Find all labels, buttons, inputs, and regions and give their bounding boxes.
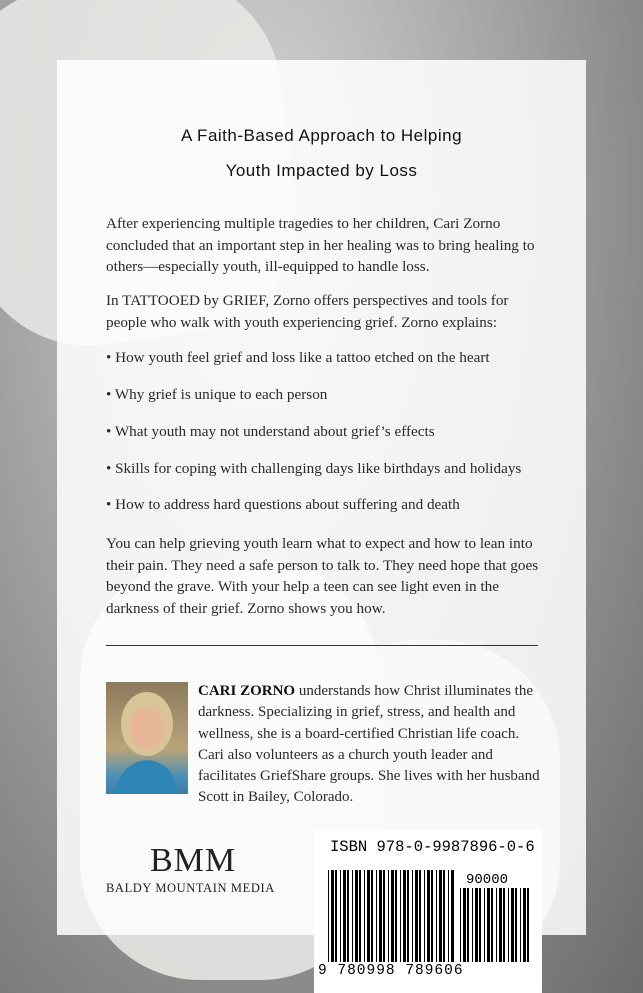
ean-barcode xyxy=(328,870,456,962)
divider xyxy=(106,645,538,646)
barcode-bar xyxy=(364,870,365,962)
barcode-bar xyxy=(331,870,334,962)
barcode-bar xyxy=(419,870,421,962)
barcode-bar xyxy=(328,870,329,962)
barcode-bar xyxy=(436,870,437,962)
barcode-bar xyxy=(376,870,377,962)
author-bio xyxy=(198,681,543,809)
barcode-bar xyxy=(508,888,509,962)
price-addon-number: 90000 xyxy=(466,872,509,888)
barcode-bar xyxy=(511,888,514,962)
barcode-bar xyxy=(443,870,445,962)
barcode-bar xyxy=(379,870,382,962)
barcode-bar xyxy=(484,888,485,962)
barcode-bar xyxy=(355,870,358,962)
barcode-bar xyxy=(451,870,454,962)
barcode-bar xyxy=(367,870,370,962)
barcode-bar xyxy=(403,870,406,962)
barcode-bar xyxy=(496,888,497,962)
barcode-bar xyxy=(467,888,469,962)
barcode-bar xyxy=(388,870,389,962)
barcode-bar xyxy=(343,870,346,962)
barcode-bar xyxy=(499,888,502,962)
barcode-bar xyxy=(472,888,473,962)
barcode-bar xyxy=(352,870,353,962)
author-bio-text: understands how Christ illuminates the darkness. Specializing in grief, stress, and health and wellness, she is a board-certified Christian life coach. Cari also volunteers as a church youth leader and facilitates GriefShare groups. She lives with her husband Scott in Bailey, Colorado. xyxy=(198,683,540,806)
barcode-bar xyxy=(340,870,341,962)
barcode-bar xyxy=(460,888,461,962)
barcode-bar xyxy=(391,870,394,962)
publisher-logo: BMM xyxy=(150,842,237,879)
barcode-bar xyxy=(515,888,517,962)
bullet-item: • What youth may not understand about grief’s effects xyxy=(106,423,435,440)
barcode-bar xyxy=(431,870,433,962)
isbn-number: ISBN 978-0-9987896-0-6 xyxy=(330,838,535,856)
lead-paragraph: In TATTOOED by GRIEF, Zorno offers perspectives and tools for people who walk with youth experiencing grief. Zorno explains: xyxy=(106,292,509,331)
author-photo xyxy=(106,682,188,794)
ean-number: 9 780998 789606 xyxy=(318,963,464,979)
intro-paragraph: After experiencing multiple tragedies to her children, Cari Zorno concluded that an important step in her healing was to bring healing to others—especially youth, ill-equipped to handle loss. xyxy=(106,215,535,275)
bullet-item: • Why grief is unique to each person xyxy=(106,386,328,403)
barcode-bar xyxy=(491,888,493,962)
barcode-bar xyxy=(412,870,413,962)
barcode-bar xyxy=(383,870,385,962)
barcode-bar xyxy=(487,888,490,962)
barcode-bar xyxy=(407,870,409,962)
barcode-bar xyxy=(415,870,418,962)
barcode-bar xyxy=(475,888,478,962)
barcode-bar xyxy=(479,888,481,962)
barcode-bar xyxy=(395,870,397,962)
barcode-bar xyxy=(347,870,349,962)
barcode-bar xyxy=(503,888,505,962)
barcode-bar xyxy=(520,888,521,962)
barcode-bar xyxy=(359,870,361,962)
barcode-bar xyxy=(335,870,337,962)
barcode-bar xyxy=(424,870,425,962)
barcode-bar xyxy=(527,888,529,962)
barcode-bar xyxy=(439,870,442,962)
headline-line-1: A Faith-Based Approach to Helping xyxy=(180,126,463,145)
bullet-item: • How to address hard questions about suffering and death xyxy=(106,496,460,513)
author-name: CARI ZORNO xyxy=(198,683,296,699)
addon-barcode xyxy=(460,888,530,962)
barcode-bar xyxy=(448,870,449,962)
barcode-bar xyxy=(463,888,466,962)
barcode-bar xyxy=(427,870,430,962)
bullet-item: • How youth feel grief and loss like a tattoo etched on the heart xyxy=(106,349,490,366)
headline-line-2: Youth Impacted by Loss xyxy=(225,161,418,180)
closing-paragraph: You can help grieving youth learn what to expect and how to lean into their pain. They need a safe person to talk to. They need hope that goes beyond the grave. With your help a teen can see light even in the darkness of their grief. Zorno shows you how. xyxy=(106,535,539,617)
barcode-bar xyxy=(400,870,401,962)
bullet-item: • Skills for coping with challenging days like birthdays and holidays xyxy=(106,460,522,477)
publisher-name: BALDY MOUNTAIN MEDIA xyxy=(106,881,275,895)
barcode-bar xyxy=(371,870,373,962)
barcode-bar xyxy=(523,888,526,962)
